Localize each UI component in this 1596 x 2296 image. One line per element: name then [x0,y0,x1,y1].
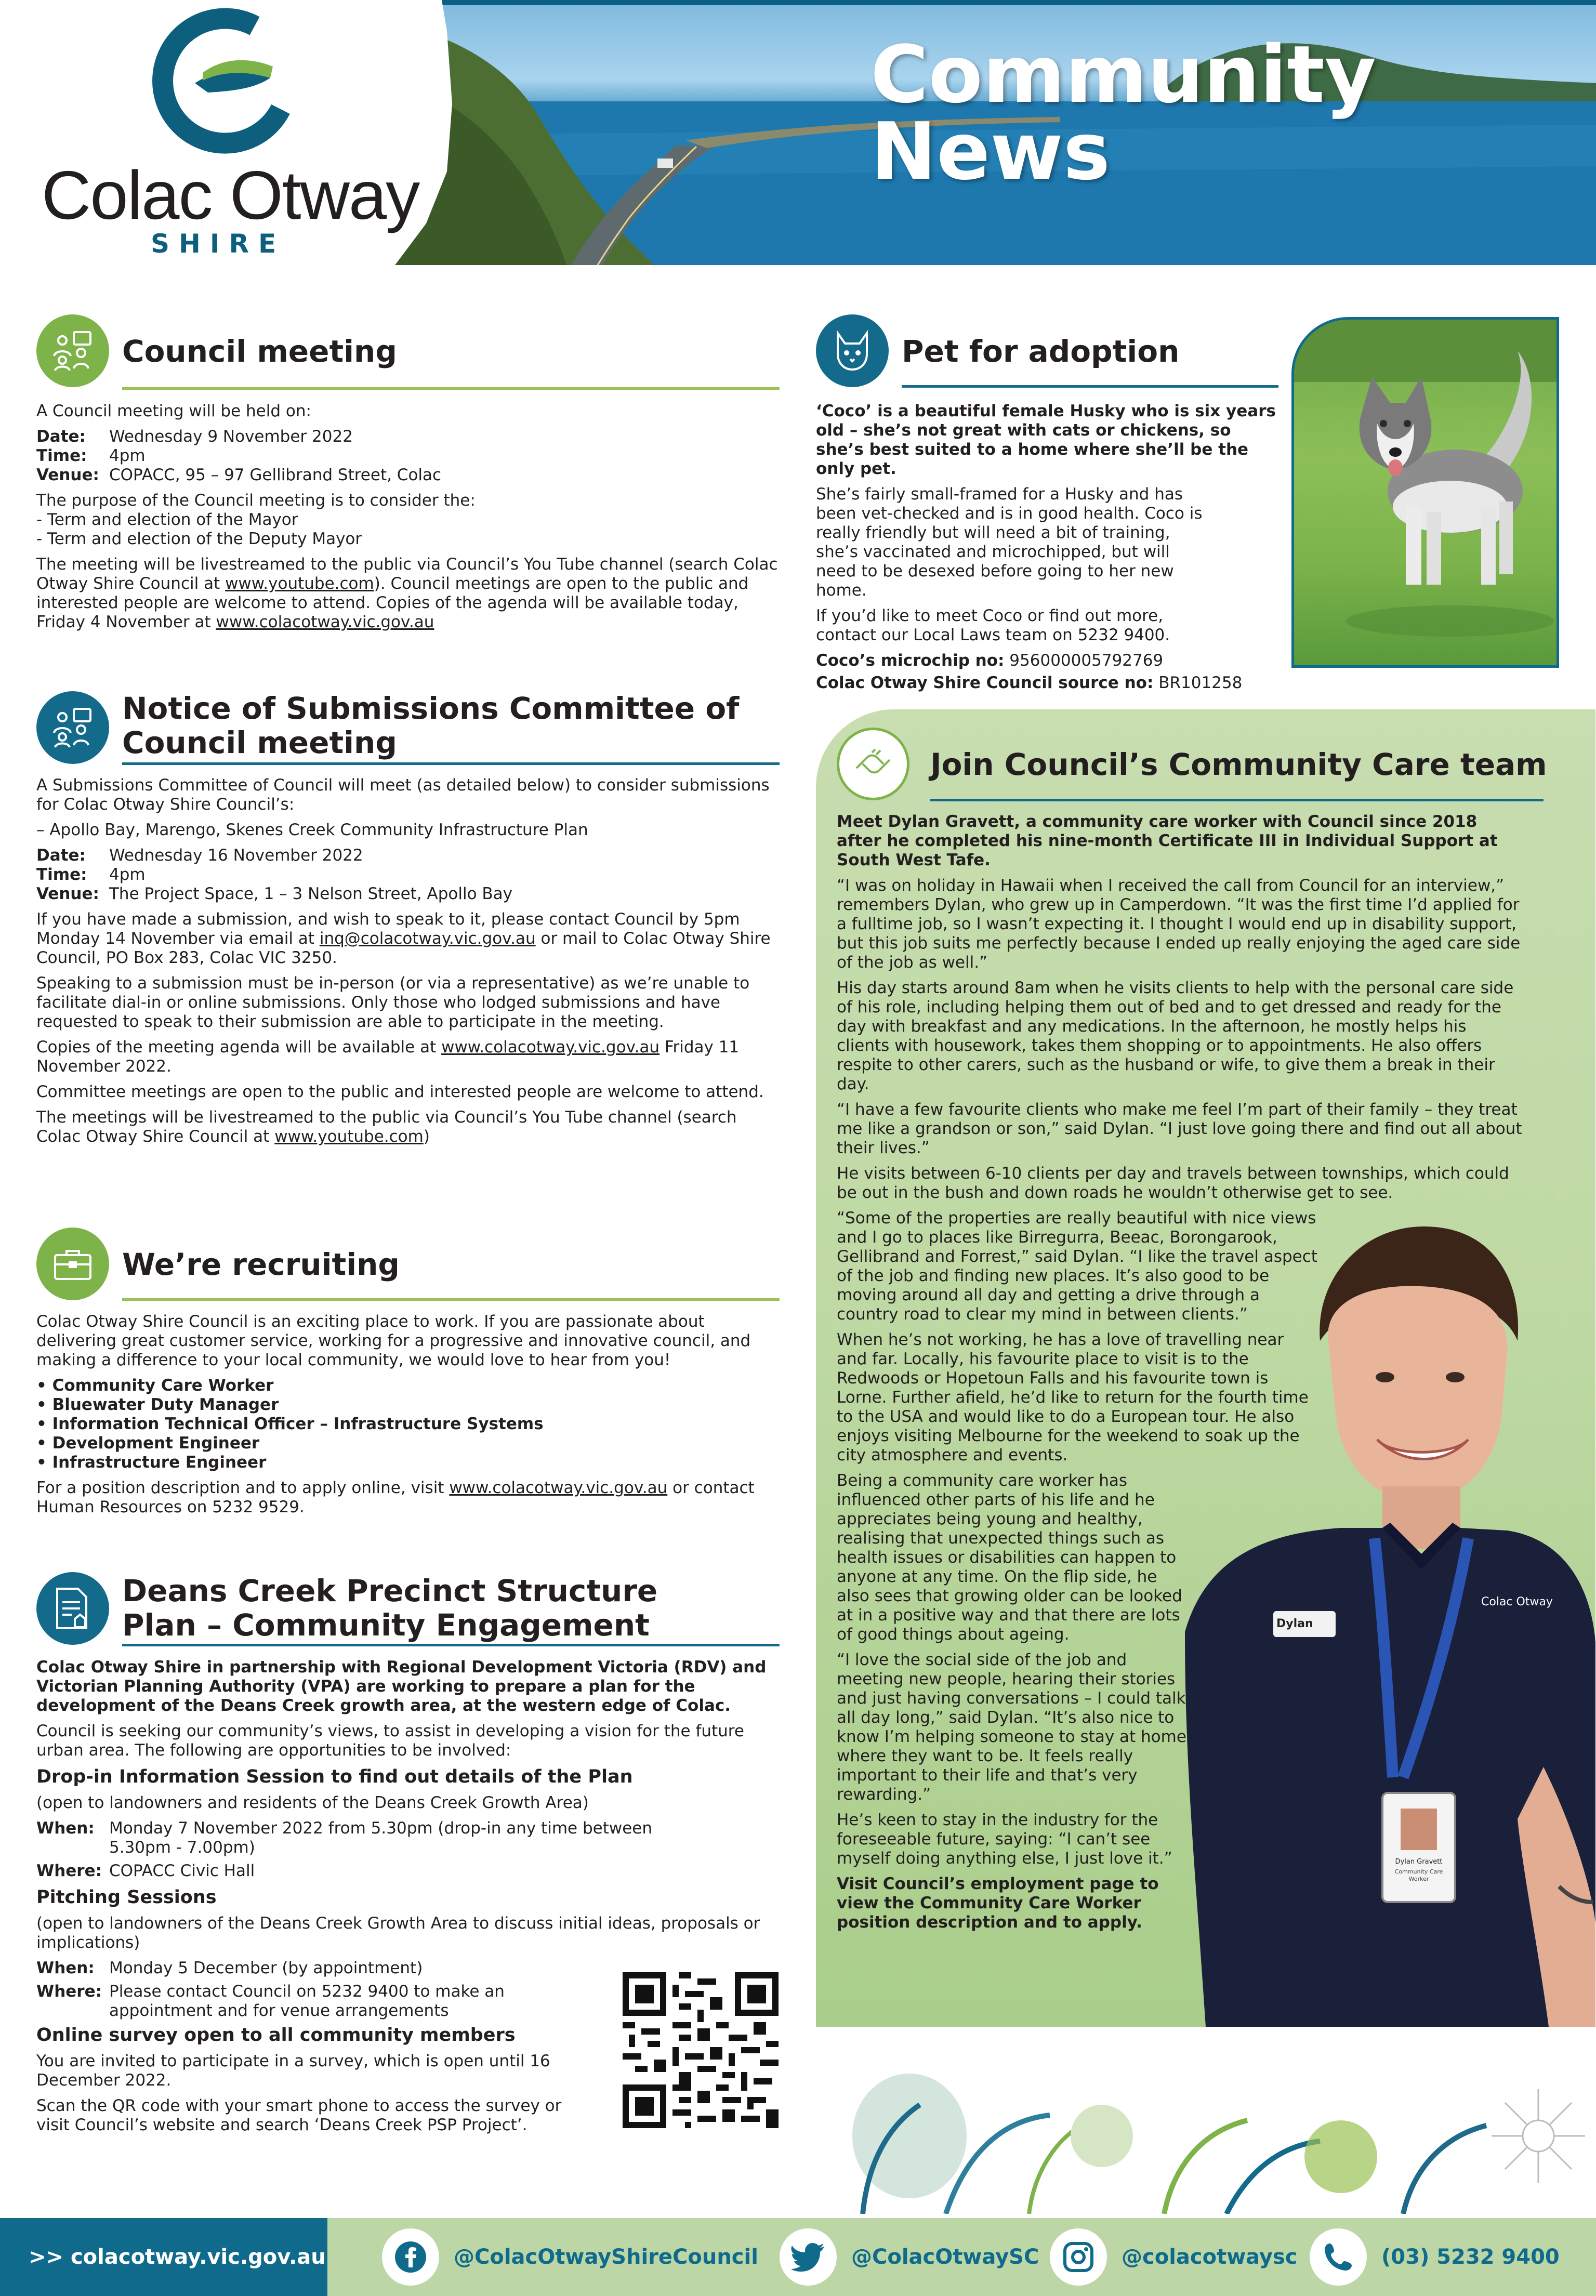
meeting-time-row [36,446,780,466]
cat-icon [816,314,889,387]
id-card-role: Community Care Worker [1394,1868,1443,1882]
community-care-body [837,812,1523,1938]
pitching-when: Monday 5 December (by appointment) [109,1959,423,1977]
council-website-link[interactable]: www.colacotway.vic.gov.au [449,1479,668,1497]
recruiting-outro [36,1479,780,1517]
care-paragraph: “I have a few favourite clients who make me feel I’m part of their family – they treat me like a grandson or son,” said Dylan. “I just love going there and find out all about their lives.” [837,1100,1522,1157]
when-label: When: [36,1819,95,1838]
recruiting-title: We’re recruiting [122,1247,400,1282]
committee-time-row [36,865,780,885]
text-run: ) [423,1127,430,1146]
date-label: Date: [36,846,86,865]
text-run: The meetings will be livestreamed to the public via Council’s You Tube channel (search Colac Otway Shire Council at [36,1108,737,1146]
deans-creek-lead: Colac Otway Shire in partnership with Regional Development Victoria (RDV) and Victorian Planning Authority (VPA) are working to prepare a plan for the development of the Deans Creek growth area, at the western edge of Colac. [36,1658,767,1715]
council-website-link[interactable]: www.colacotway.vic.gov.au [216,613,434,631]
venue-label: Venue: [36,885,99,903]
submissions-title: Notice of Submissions Committee of Council meeting [122,691,740,760]
text-run: or mail to Colac Otway Shire Council, PO Box 283, Colac VIC 3250. [36,929,771,967]
text-run: If you have made a submission, and wish to speak to it, please contact Council by 5pm Monday 14 November via email at [36,910,740,948]
instagram-icon [1050,2228,1107,2286]
purpose-item: - Term and election of the Mayor [36,510,298,529]
coastal-road-photo [385,0,1596,265]
recruiting-section [36,1228,780,1529]
livestream-paragraph [36,555,780,632]
in-person-paragraph: Speaking to a submission must be in-person (or via a representative) as we’re unable to facilitate dial-in or online submissions. Only those who lodged submissions and have requested to speak to their submission are able to participate in the meeting. [36,974,750,1031]
source-number: BR101258 [1153,674,1243,692]
job-item: • Community Care Worker [36,1376,780,1395]
meeting-date-row [36,427,780,446]
facebook-handle: @ColacOtwayShireCouncil [454,2245,758,2269]
logo-name: Colac Otway [42,157,419,233]
colac-otway-logo-mark [146,5,301,161]
youtube-link[interactable]: www.youtube.com [274,1127,424,1146]
instagram-handle: @colacotwaysc [1122,2245,1298,2269]
pitching-heading: Pitching Sessions [36,1887,217,1908]
care-paragraph: “I love the social side of the job and meeting new people, hearing their stories and just having conversations – I could talk all day long,” said Dylan. “It’s also nice to know I’m helping someone to stay at home where they want to be. It feels really important to their life and that’s very rewarding.” [837,1651,1186,1804]
community-care-section [837,728,1575,2016]
plan-document-icon [36,1572,109,1645]
committee-venue-row [36,885,780,904]
care-paragraph: Being a community care worker has influenced other parts of his life and he appreciates being young and healthy, realising that unexpected things such as health issues or disabilities can happen to anyone at any time. On the flip side, he also sees that growing older can be looked at in a positive way and that there are lots of good things about ageing. [837,1471,1182,1644]
text-run: For a position description and to apply online, visit [36,1479,450,1497]
husky-photo [1291,317,1559,668]
council-meeting-body [36,402,780,638]
id-card-name: Dylan Gravett [1395,1858,1443,1866]
email-link[interactable]: inq@colacotway.vic.gov.au [319,929,536,948]
meeting-venue: COPACC, 95 – 97 Gellibrand Street, Colac [109,466,442,484]
section-divider [122,762,780,765]
section-divider [122,1644,780,1646]
dropin-where: COPACC Civic Hall [109,1862,255,1880]
pet-lead: ‘Coco’ is a beautiful female Husky who is six years old – she’s not great with cats or chickens, so she’s best suited to a home where she’ll be the only pet. [816,402,1276,478]
submissions-intro: A Submissions Committee of Council will meet (as detailed below) to consider submissions for Colac Otway Shire Council’s: [36,776,770,814]
council-website-link[interactable]: www.colacotway.vic.gov.au [441,1038,660,1057]
agenda-paragraph [36,1038,780,1076]
name-badge: Dylan [1276,1617,1313,1630]
community-care-title: Join Council’s Community Care team [930,747,1547,782]
page-title: Community News [870,29,1377,197]
text-run: The meeting will be livestreamed to the public via Council’s You Tube channel (search Colac Otway Shire Council at [36,555,778,593]
survey-heading: Online survey open to all community members [36,2025,516,2046]
text-run: ). Council meetings are open to the public and interested people are welcome to attend. Copies of the agenda will be available today, Friday 4 November at [36,574,749,631]
masthead [0,0,1596,265]
meeting-date: Wednesday 9 November 2022 [109,427,353,446]
meeting-venue-row [36,466,780,485]
briefcase-icon [36,1228,109,1300]
where-label: Where: [36,1862,102,1880]
committee-icon [36,691,109,764]
time-label: Time: [36,865,87,884]
instagram-link[interactable] [1050,2218,1298,2296]
shirt-logo: Colac Otway [1481,1595,1553,1608]
logo-subtitle: SHIRE [151,229,286,259]
section-divider [902,385,1278,388]
deans-creek-intro: Council is seeking our community’s views, to assist in developing a vision for the future urban area. The following are opportunities to be involved: [36,1722,744,1760]
survey-qr-code[interactable] [623,1972,779,2128]
care-paragraph: “I was on holiday in Hawaii when I received the call from Council for an interview,” remembers Dylan, who grew up in Camperdown. “It was the first time I’d applied for a fulltime job, so I wasn’t expecting it. I thought I would end up in disability support, but this job suits me perfectly because I ended up really enjoying the aged care side of the job as well.” [837,876,1521,972]
pet-body [816,402,1278,699]
where-label: Where: [36,1982,102,2001]
source-label: Colac Otway Shire Council source no: [816,674,1154,692]
submissions-body [36,776,780,1153]
when-label: When: [36,1959,95,1977]
dropin-when: Monday 7 November 2022 from 5.30pm (drop-in any time between 5.30pm - 7.00pm) [109,1819,652,1857]
care-paragraph: When he’s not working, he has a love of travelling near and far. Locally, his favourite place to visit is to the Redwoods or Hopetoun Falls and his favourite town is Lorne. Further afield, he’d like to return for the fourth time to the USA and would like to do a European tour. He also enjoys visiting Melbourne for the weekend to soak up the city atmosphere and events. [837,1330,1309,1464]
pitching-where-row [36,1982,561,2021]
speak-paragraph [36,910,780,968]
section-divider [122,387,780,390]
time-label: Time: [36,446,87,465]
twitter-link[interactable] [780,2218,1039,2296]
care-paragraph: He’s keen to stay in the industry for the foreseeable future, saying: “I can’t see myself doing anything else, I just love it.” [837,1811,1172,1868]
pet-title: Pet for adoption [902,334,1180,369]
text-run: Copies of the meeting agenda will be available at [36,1038,442,1057]
pet-adoption-section [816,314,1284,692]
job-list [36,1376,780,1472]
purpose-intro: The purpose of the Council meeting is to consider the: [36,491,476,510]
survey-qr-paragraph: Scan the QR code with your smart phone to access the survey or visit Council’s website and search ‘Deans Creek PSP Project’. [36,2096,562,2134]
phone-link[interactable] [1310,2218,1560,2296]
youtube-link[interactable]: www.youtube.com [225,574,374,593]
submissions-committee-section [36,691,780,1190]
pitching-where: Please contact Council on 5232 9400 to make an appointment and for venue arrangements [109,1982,505,2020]
job-item: • Infrastructure Engineer [36,1453,780,1472]
pitching-subheading: (open to landowners of the Deans Creek Growth Area to discuss initial ideas, proposals or implications) [36,1914,760,1952]
microchip-number: 956000005792769 [1004,651,1164,670]
facebook-icon [382,2228,439,2286]
dropin-heading: Drop-in Information Session to find out details of the Plan [36,1766,633,1787]
text-run: or contact Human Resources on 5232 9529. [36,1479,755,1516]
committee-time: 4pm [109,865,146,884]
care-hands-icon [837,728,909,800]
committee-venue: The Project Space, 1 – 3 Nelson Street, Apollo Bay [109,885,513,903]
phone-number: (03) 5232 9400 [1381,2245,1560,2269]
date-label: Date: [36,427,86,446]
care-paragraph: He visits between 6-10 clients per day and travels between townships, which could be out in the bush and down roads he wouldn’t otherwise get to see. [837,1164,1509,1202]
website-link[interactable]: >> colacotway.vic.gov.au [0,2218,327,2296]
dropin-where-row [36,1862,780,1881]
meeting-time: 4pm [109,446,146,465]
meeting-icon [36,314,109,387]
deans-creek-title: Deans Creek Precinct Structure Plan – Community Engagement [122,1573,658,1643]
section-divider [930,799,1544,801]
section-divider [122,1298,780,1301]
text-run: Friday 11 November 2022. [36,1038,740,1076]
survey-paragraph: You are invited to participate in a survey, which is open until 16 December 2022. [36,2052,550,2090]
facebook-link[interactable] [382,2218,758,2296]
decorative-plants-illustration [832,2058,1596,2214]
open-meetings-paragraph: Committee meetings are open to the public and interested people are welcome to attend. [36,1083,764,1101]
committee-date: Wednesday 16 November 2022 [109,846,363,865]
care-lead: Meet Dylan Gravett, a community care worker with Council since 2018 after he completed his nine-month Certificate III in Individual Support at South West Tafe. [837,812,1498,869]
job-item: • Bluewater Duty Manager [36,1395,780,1415]
recruiting-intro: Colac Otway Shire Council is an exciting place to work. If you are passionate about delivering great customer service, working for a progressive and innovative council, and making a difference to your local community, we would love to hear from you! [36,1312,751,1369]
dropin-when-row [36,1819,691,1857]
recruiting-body [36,1312,780,1523]
venue-label: Venue: [36,466,99,484]
twitter-icon [780,2228,837,2286]
council-meeting-intro: A Council meeting will be held on: [36,402,311,420]
submissions-plan: – Apollo Bay, Marengo, Skenes Creek Community Infrastructure Plan [36,821,588,839]
source-line [816,674,1278,693]
care-closing: Visit Council’s employment page to view the Community Care Worker position description and to apply. [837,1875,1159,1932]
microchip-line [816,651,1278,670]
care-paragraph: “Some of the properties are really beautiful with nice views and I go to places like Birregurra, Beeac, Borongarook, Gellibrand and Forrest,” said Dylan. “I like the travel aspect of the job and finding new places. It’s also good to be moving around all day and getting a drive through a country road to clear my mind in between clients.” [837,1209,1317,1324]
job-item: • Information Technical Officer – Infrastructure Systems [36,1415,780,1434]
job-item: • Development Engineer [36,1434,780,1453]
care-paragraph: His day starts around 8am when he visits clients to help with the personal care side of his role, including helping them out of bed and to get dressed and ready for the day with breakfast and any medications. In the afternoon, he mostly helps his clients with housework, takes them shopping or to appointments. He also offers respite to other carers, such as the husband or wife, to give them a break in their day. [837,979,1514,1093]
pet-description: She’s fairly small-framed for a Husky and has been vet-checked and is in good health. Coco is really friendly but will need a bit of training, she’s vaccinated and microchipped, but will need to be desexed before going to her new home. [816,485,1203,600]
husky-illustration [1294,320,1559,668]
council-meeting-title: Council meeting [122,334,397,369]
phone-icon [1310,2228,1367,2286]
council-meeting-section [36,314,780,647]
microchip-label: Coco’s microchip no: [816,651,1005,670]
dropin-subheading: (open to landowners and residents of the Deans Creek Growth Area) [36,1793,589,1812]
twitter-handle: @ColacOtwaySC [851,2245,1039,2269]
livestream-paragraph [36,1108,780,1146]
committee-date-row [36,846,780,865]
purpose-item: - Term and election of the Deputy Mayor [36,530,362,548]
footer [0,2218,1596,2296]
pet-contact: If you’d like to meet Coco or find out more, contact our Local Laws team on 5232 9400. [816,606,1170,644]
